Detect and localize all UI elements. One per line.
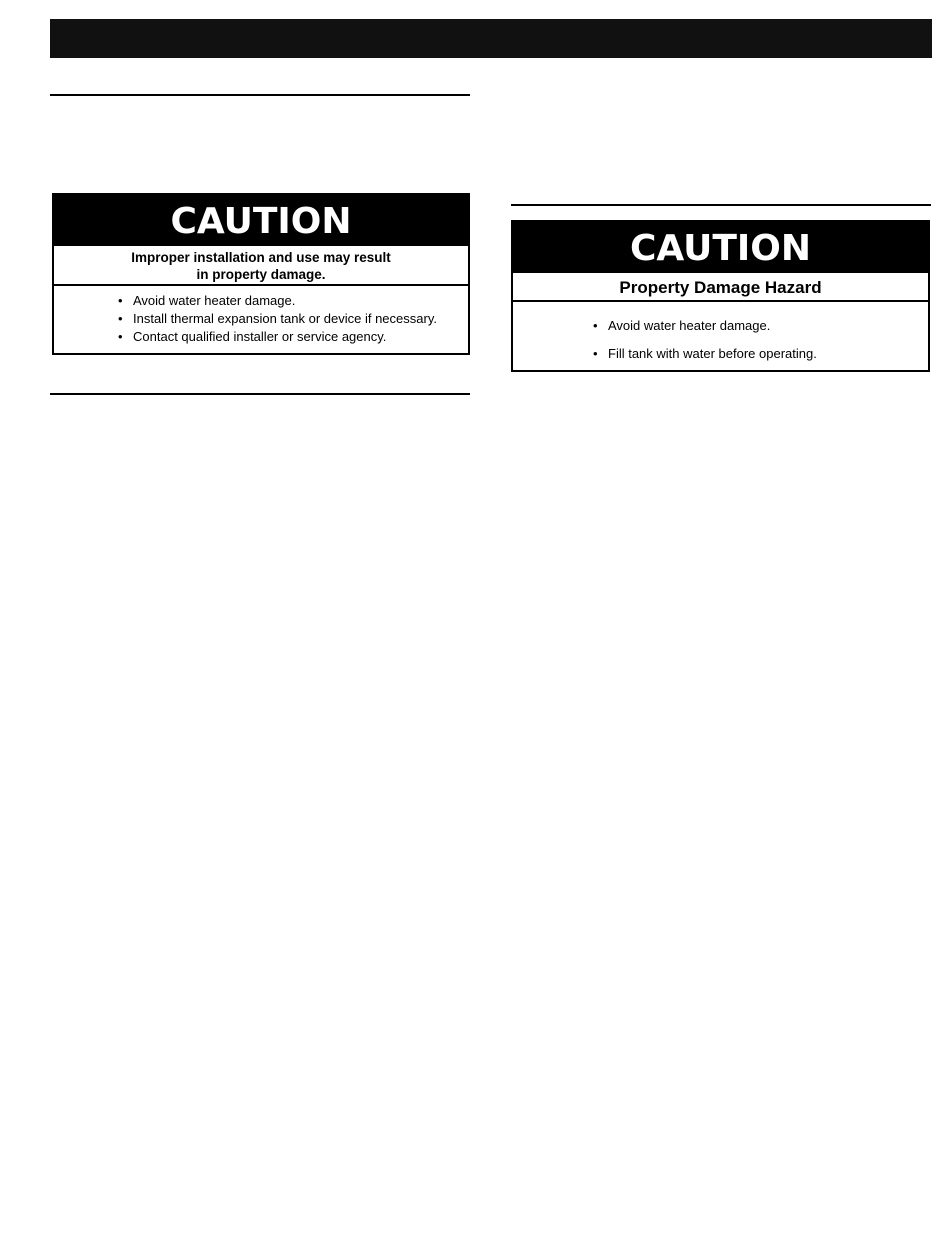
list-item (118, 310, 468, 328)
caution-heading: CAUTION (513, 222, 928, 273)
list-item-text: Install thermal expansion tank or device if necessary. (133, 311, 437, 326)
page-header-bar (50, 19, 932, 58)
caution-subtitle (54, 246, 468, 286)
list-item (118, 292, 468, 310)
caution-label-installation (52, 193, 470, 355)
caution-subtitle-line-2: in property damage. (196, 267, 326, 282)
section-rule-right-top (511, 204, 931, 206)
bullet-icon: • (593, 318, 598, 333)
list-item (593, 340, 928, 368)
section-rule-left-bottom (50, 393, 470, 395)
list-item-text: Avoid water heater damage. (608, 318, 771, 333)
caution-instructions-list (513, 302, 928, 368)
caution-label-property-damage (511, 220, 930, 372)
list-item-text: Contact qualified installer or service agency. (133, 329, 387, 344)
caution-subtitle: Property Damage Hazard (513, 273, 928, 302)
bullet-icon: • (118, 329, 123, 344)
list-item-text: Fill tank with water before operating. (608, 346, 817, 361)
section-rule-left-top (50, 94, 470, 96)
caution-instructions-list (54, 286, 468, 346)
bullet-icon: • (118, 293, 123, 308)
bullet-icon: • (593, 346, 598, 361)
bullet-icon: • (118, 311, 123, 326)
caution-heading: CAUTION (54, 195, 468, 246)
caution-subtitle-line-1: Improper installation and use may result (131, 250, 391, 265)
list-item-text: Avoid water heater damage. (133, 293, 296, 308)
list-item (118, 328, 468, 346)
list-item (593, 312, 928, 340)
